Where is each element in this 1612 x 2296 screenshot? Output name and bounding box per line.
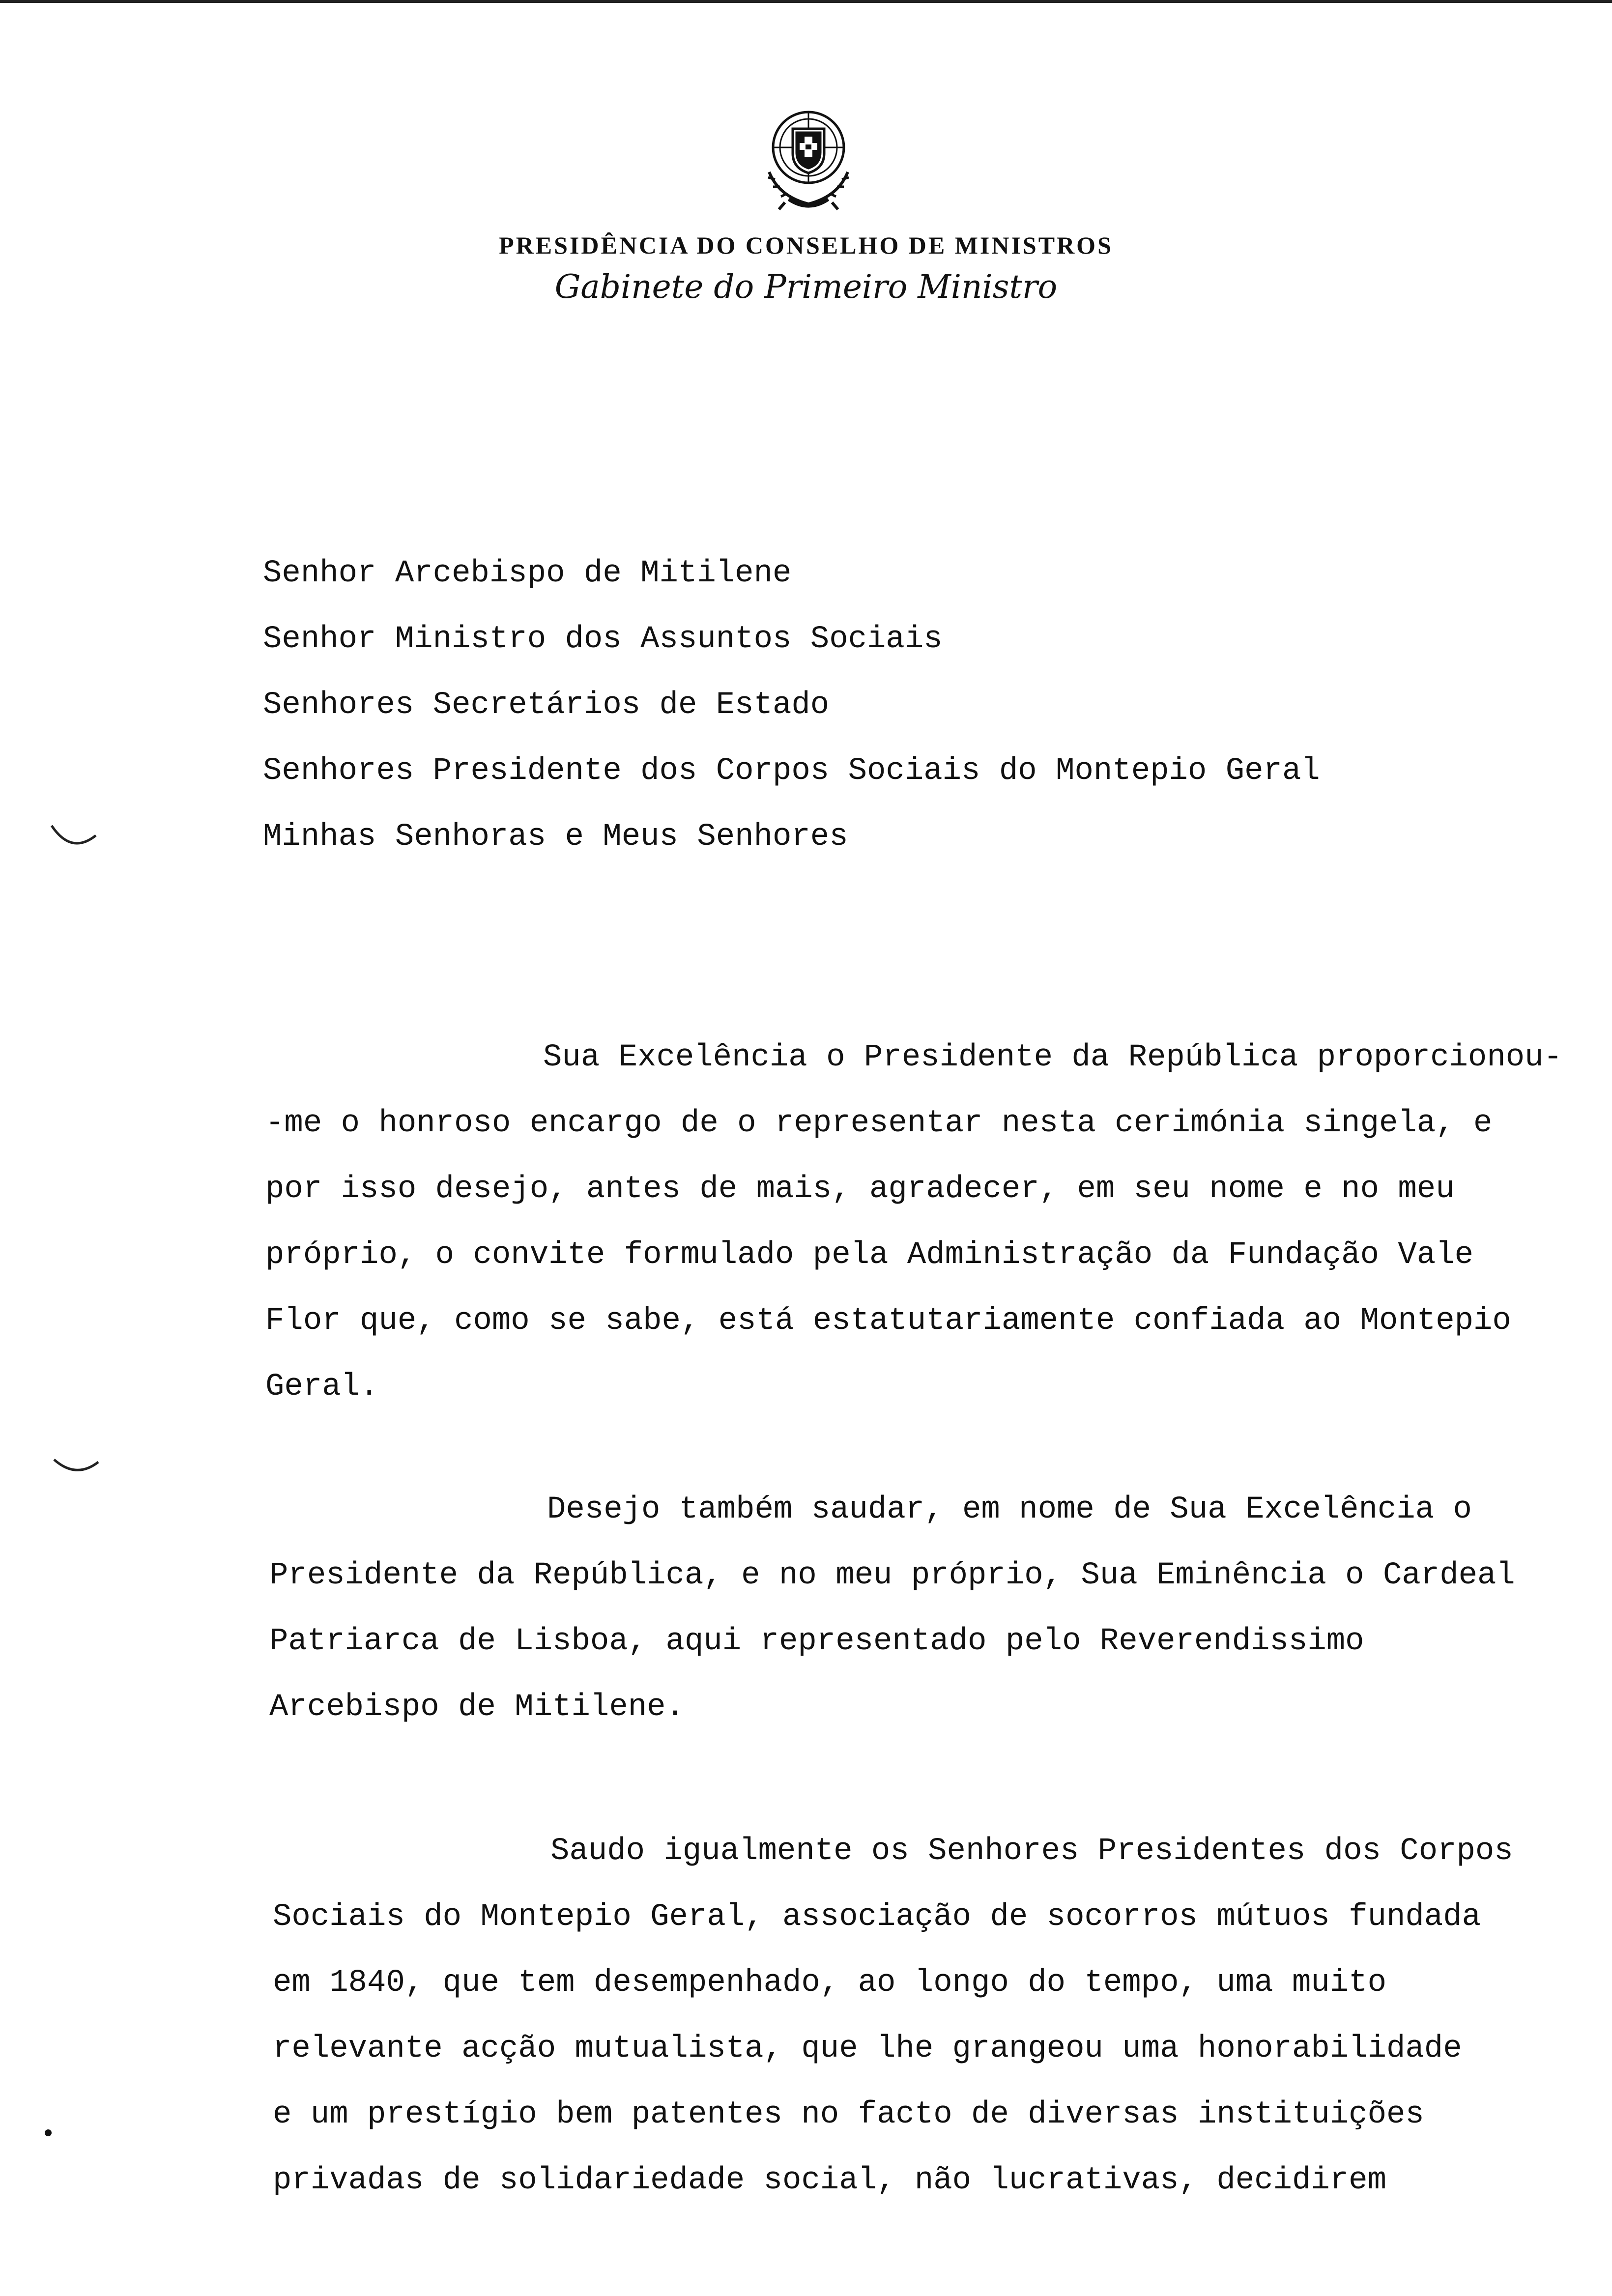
- paragraph-line: Patriarca de Lisboa, aqui representado pelo Reverendissimo: [269, 1624, 1364, 1659]
- paragraph-line: Geral.: [265, 1369, 379, 1405]
- ministry-title: PRESIDÊNCIA DO CONSELHO DE MINISTROS: [499, 231, 1113, 259]
- salutation-list: [263, 541, 1590, 870]
- paragraph-line: próprio, o convite formulado pela Administração da Fundação Vale: [265, 1237, 1473, 1273]
- salutation-line: Senhor Arcebispo de Mitilene: [263, 556, 792, 591]
- paragraph-line: Desejo também saudar, em nome de Sua Excelência o: [547, 1492, 1472, 1527]
- top-border-line: [0, 0, 1612, 3]
- paragraph-line: Flor que, como se sabe, está estatutariamente confiada ao Montepio: [265, 1303, 1511, 1339]
- salutation-line: Senhores Secretários de Estado: [263, 688, 830, 723]
- paragraph-line: por isso desejo, antes de mais, agradecer, em seu nome e no meu: [265, 1172, 1455, 1207]
- salutation-line: Minhas Senhoras e Meus Senhores: [263, 819, 848, 855]
- paragraph-1: [265, 1025, 1573, 1420]
- paragraph-line: Saudo igualmente os Senhores Presidentes dos Corpos: [550, 1834, 1513, 1869]
- paragraph-line: -me o honroso encargo de o representar nesta cerimónia singela, e: [265, 1106, 1493, 1141]
- paragraph-2: [269, 1477, 1577, 1740]
- paragraph-3: [273, 1818, 1580, 2213]
- punch-hole-mark: [49, 1455, 103, 1479]
- paragraph-line: Sociais do Montepio Geral, associação de socorros mútuos fundada: [273, 1899, 1481, 1935]
- punch-hole-mark: [47, 821, 101, 855]
- salutation-line: Senhor Ministro dos Assuntos Sociais: [263, 622, 943, 657]
- portuguese-coat-of-arms-icon: [749, 98, 867, 216]
- paragraph-line: em 1840, que tem desempenhado, ao longo do tempo, uma muito: [273, 1965, 1386, 2001]
- paragraph-line: Arcebispo de Mitilene.: [269, 1690, 685, 1725]
- paragraph-line: e um prestígio bem patentes no facto de diversas instituições: [273, 2097, 1424, 2132]
- paragraph-line: privadas de solidariedade social, não lucrativas, decidirem: [273, 2163, 1386, 2198]
- paragraph-line: Presidente da República, e no meu próprio, Sua Eminência o Cardeal: [269, 1558, 1515, 1593]
- paragraph-line: relevante acção mutualista, que lhe grangeou uma honorabilidade: [273, 2031, 1462, 2066]
- scan-dot-mark: [43, 2128, 53, 2138]
- paragraph-line: Sua Excelência o Presidente da República proporcionou-: [543, 1040, 1562, 1075]
- salutation-line: Senhores Presidente dos Corpos Sociais do Montepio Geral: [263, 753, 1320, 789]
- cabinet-subtitle: Gabinete do Primeiro Ministro: [554, 268, 1058, 306]
